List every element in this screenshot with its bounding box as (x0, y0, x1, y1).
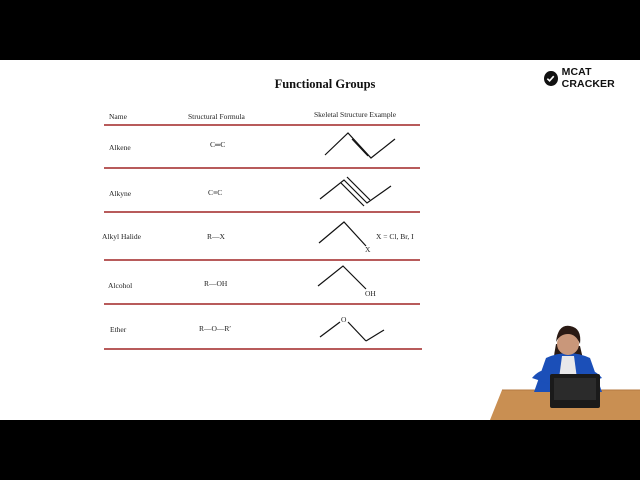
row-alcohol-name: Alcohol (108, 281, 133, 290)
row-alkyl-halide-formula: R—X (207, 232, 225, 241)
ether-oxygen-label: O (341, 315, 347, 324)
header-structural-formula: Structural Formula (188, 112, 245, 121)
hydroxyl-label: OH (365, 289, 376, 298)
brand-name: MCAT CRACKER (561, 66, 615, 90)
row-alcohol-formula: R—OH (204, 279, 228, 288)
letterbox-top (0, 0, 640, 60)
row-ether-formula: R—O—R′ (199, 324, 232, 333)
slide (0, 60, 640, 420)
row-alkene-name: Alkene (109, 143, 131, 152)
row-alkyl-halide-name: Alkyl Halide (102, 232, 141, 241)
row-alkene-formula: C═C (210, 140, 226, 149)
header-skeletal-structure: Skeletal Structure Example (314, 110, 397, 119)
slide-title: Functional Groups (274, 77, 376, 91)
presenter-video (468, 308, 640, 420)
header-name: Name (109, 112, 127, 121)
halide-note: X = Cl, Br, I (376, 232, 414, 241)
row-alkyne-name: Alkyne (109, 189, 132, 198)
row-ether-name: Ether (110, 325, 127, 334)
row-divider (104, 348, 422, 350)
halide-atom-label: X (365, 245, 371, 254)
letterbox-bottom (0, 420, 640, 480)
row-alkyne-formula: C≡C (208, 188, 223, 197)
